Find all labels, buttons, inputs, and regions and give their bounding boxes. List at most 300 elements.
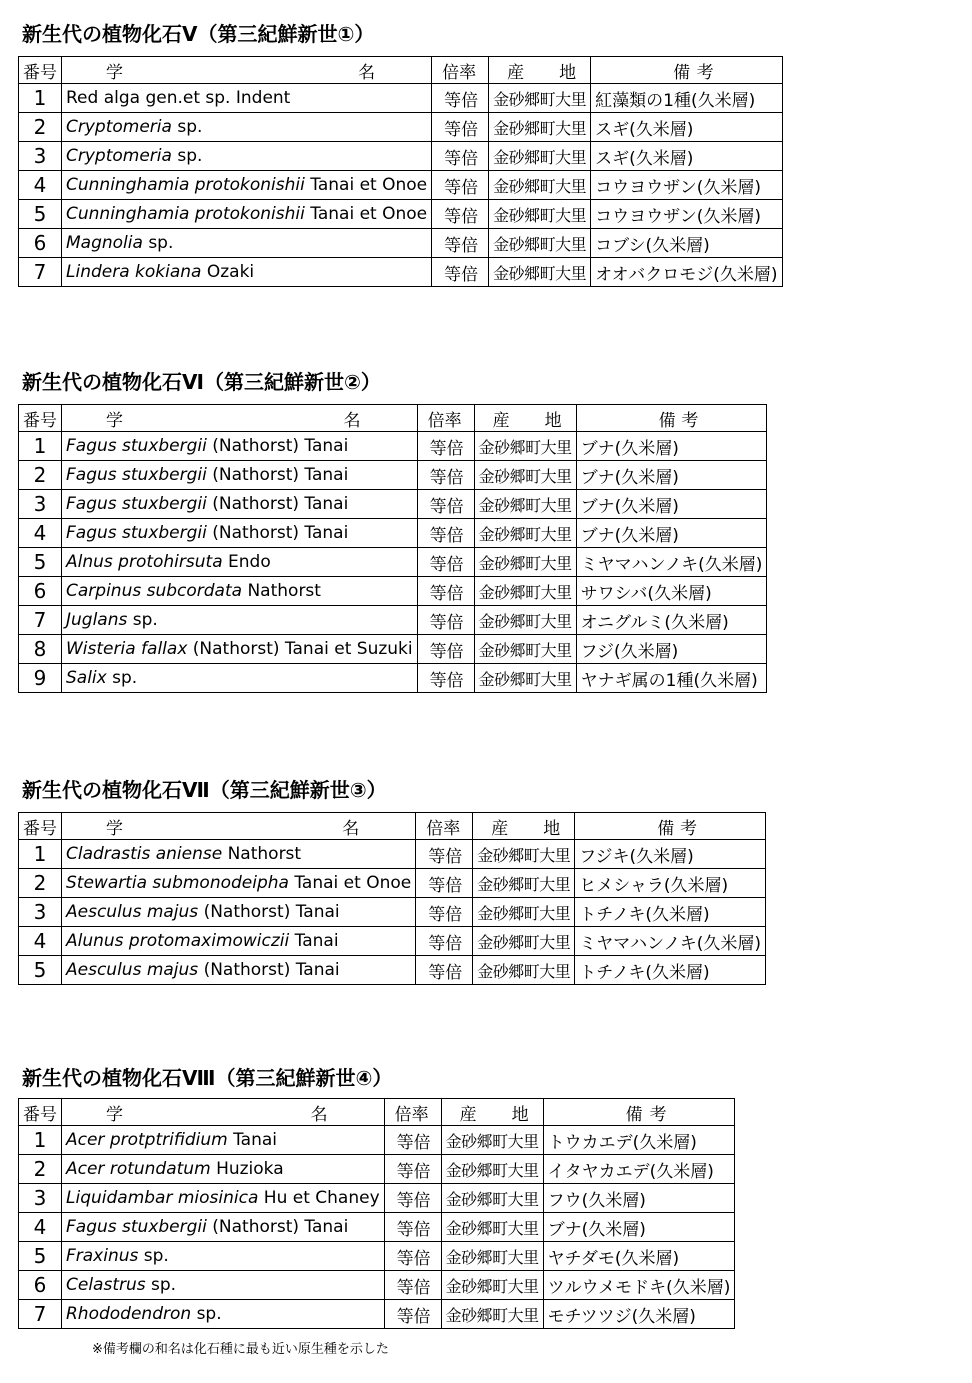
- header-mag-wrap: [422, 406, 470, 431]
- scientific-name: [62, 258, 432, 287]
- magnification-a: 等: [429, 612, 447, 633]
- table-row: [19, 1242, 735, 1271]
- section-title: 新生代の植物化石Ⅵ（第三紀鮮新世②）: [22, 370, 381, 394]
- magnification-b: 倍: [445, 846, 463, 867]
- scientific-name: [62, 548, 418, 577]
- magnification-b: 倍: [446, 554, 464, 575]
- magnification-a: 等: [429, 670, 447, 691]
- header-row: [19, 405, 767, 432]
- magnification: [417, 490, 474, 519]
- header-name-a: 学: [106, 410, 123, 431]
- magnification: [417, 432, 474, 461]
- locality: 金砂郷町大里: [489, 200, 591, 229]
- magnification-wrap: [422, 463, 470, 488]
- author-name: (Nathorst) Tanai: [212, 494, 349, 514]
- magnification-b: 倍: [413, 1277, 431, 1298]
- header-note-a: 備: [673, 62, 691, 83]
- magnification: [417, 606, 474, 635]
- magnification: [416, 956, 473, 985]
- table-row: [19, 171, 783, 200]
- header-name-wrap: [66, 1100, 380, 1125]
- magnification-wrap: [436, 260, 484, 285]
- remarks: サワシバ(久米層): [576, 577, 767, 606]
- magnification-b: 倍: [446, 438, 464, 459]
- locality: 金砂郷町大里: [441, 1126, 543, 1155]
- header-name-wrap: [66, 814, 411, 839]
- locality: 金砂郷町大里: [474, 432, 576, 461]
- species-name: Celastrus: [66, 1275, 146, 1295]
- magnification-wrap: [389, 1302, 437, 1327]
- header-locality: [473, 813, 575, 840]
- header-note-wrap: [581, 406, 763, 431]
- remarks: トウカエデ(久米層): [543, 1126, 735, 1155]
- author-name: Endo: [228, 552, 271, 572]
- magnification-b: 倍: [446, 467, 464, 488]
- header-name-b: 名: [358, 62, 376, 83]
- header-row: [19, 57, 783, 84]
- footnote: ※備考欄の和名は化石種に最も近い原生種を示した: [92, 1342, 389, 1357]
- row-number: 1: [19, 84, 62, 113]
- scientific-name: [62, 1242, 385, 1271]
- author-name: sp.: [132, 610, 158, 630]
- fossil-table: [18, 812, 766, 985]
- row-number: 2: [19, 113, 62, 142]
- magnification-wrap: [420, 900, 468, 925]
- remarks: コブシ(久米層): [591, 229, 782, 258]
- header-name-a: 学: [106, 1104, 123, 1125]
- fossil-table: [18, 404, 767, 693]
- magnification-wrap: [422, 521, 470, 546]
- remarks: ヤチダモ(久米層): [543, 1242, 735, 1271]
- author-name: sp.: [196, 1304, 222, 1324]
- table-row: [19, 1155, 735, 1184]
- species-name: Carpinus subcordata: [66, 581, 243, 601]
- magnification-a: 等: [428, 962, 446, 983]
- magnification-b: 倍: [446, 670, 464, 691]
- magnification-wrap: [436, 86, 484, 111]
- table-row: [19, 548, 767, 577]
- table-row: [19, 664, 767, 693]
- header-note-b: 考: [681, 410, 699, 431]
- header-loc-b: 地: [544, 410, 562, 431]
- header-magnification: [384, 1099, 441, 1126]
- scientific-name: [62, 171, 432, 200]
- magnification-b: 倍: [461, 177, 479, 198]
- locality: 金砂郷町大里: [474, 548, 576, 577]
- header-name: [62, 813, 416, 840]
- remarks: ヤナギ属の1種(久米層): [576, 664, 767, 693]
- species-name: Fagus stuxbergii: [66, 494, 207, 514]
- locality: 金砂郷町大里: [474, 577, 576, 606]
- header-mag-a: 倍: [442, 62, 460, 83]
- magnification: [417, 461, 474, 490]
- header-note-a: 備: [658, 410, 676, 431]
- author-name: Tanai et Onoe: [310, 175, 428, 195]
- species-name: Rhododendron: [66, 1304, 192, 1324]
- magnification-b: 倍: [461, 235, 479, 256]
- row-number: 4: [19, 927, 62, 956]
- magnification-b: 倍: [445, 904, 463, 925]
- table-row: [19, 519, 767, 548]
- magnification-a: 等: [428, 904, 446, 925]
- species-name: Cryptomeria: [66, 146, 172, 166]
- author-name: Tanai: [294, 931, 339, 951]
- table-row: [19, 927, 766, 956]
- magnification-wrap: [389, 1128, 437, 1153]
- scientific-name: [62, 519, 418, 548]
- magnification-wrap: [436, 115, 484, 140]
- header-note-a: 備: [625, 1104, 643, 1125]
- author-name: Hu et Chaney: [263, 1188, 380, 1208]
- species-name: Cladrastis aniense: [66, 844, 223, 864]
- row-number: 6: [19, 1271, 62, 1300]
- magnification-b: 倍: [446, 496, 464, 517]
- remarks: スギ(久米層): [591, 142, 782, 171]
- scientific-name: [62, 577, 418, 606]
- header-mag-a: 倍: [426, 818, 444, 839]
- magnification-b: 倍: [413, 1306, 431, 1327]
- header-mag-wrap: [389, 1100, 437, 1125]
- table-row: [19, 869, 766, 898]
- author-name: Nathorst: [247, 581, 321, 601]
- header-note-a: 備: [657, 818, 675, 839]
- header-remarks: [575, 813, 766, 840]
- magnification: [417, 577, 474, 606]
- header-loc-a: 産: [492, 410, 510, 431]
- magnification-wrap: [420, 929, 468, 954]
- magnification-wrap: [422, 579, 470, 604]
- magnification-wrap: [436, 231, 484, 256]
- author-name: (Nathorst) Tanai: [212, 523, 349, 543]
- locality: 金砂郷町大里: [441, 1213, 543, 1242]
- magnification: [417, 548, 474, 577]
- magnification: [432, 84, 489, 113]
- table-row: [19, 1213, 735, 1242]
- species-name: Fagus stuxbergii: [66, 465, 207, 485]
- magnification: [417, 519, 474, 548]
- header-name: [62, 57, 432, 84]
- locality: 金砂郷町大里: [473, 869, 575, 898]
- row-number: 5: [19, 1242, 62, 1271]
- magnification-wrap: [436, 173, 484, 198]
- magnification-a: 等: [428, 846, 446, 867]
- header-loc-wrap: [479, 406, 572, 431]
- author-name: Nathorst: [227, 844, 302, 864]
- locality: 金砂郷町大里: [474, 606, 576, 635]
- header-name: [62, 1099, 385, 1126]
- remarks: フウ(久米層): [543, 1184, 735, 1213]
- section-title: 新生代の植物化石Ⅴ（第三紀鮮新世①）: [22, 22, 375, 46]
- locality: 金砂郷町大里: [474, 635, 576, 664]
- header-locality: [441, 1099, 543, 1126]
- table-row: [19, 258, 783, 287]
- author-name: sp.: [177, 146, 203, 166]
- remarks: フジキ(久米層): [575, 840, 766, 869]
- header-locality: [489, 57, 591, 84]
- magnification-wrap: [389, 1273, 437, 1298]
- magnification-b: 倍: [413, 1248, 431, 1269]
- species-name: Cunninghamia protokonishii: [66, 175, 305, 195]
- magnification-a: 等: [396, 1277, 414, 1298]
- locality: 金砂郷町大里: [489, 258, 591, 287]
- magnification-b: 倍: [461, 264, 479, 285]
- magnification: [432, 142, 489, 171]
- header-name-b: 名: [342, 818, 360, 839]
- remarks: スギ(久米層): [591, 113, 782, 142]
- scientific-name: [62, 142, 432, 171]
- table-row: [19, 1271, 735, 1300]
- header-remarks: [591, 57, 782, 84]
- header-name-b: 名: [343, 410, 361, 431]
- magnification-a: 等: [444, 148, 462, 169]
- header-locality: [474, 405, 576, 432]
- row-number: 1: [19, 1126, 62, 1155]
- header-num: 番号: [19, 405, 62, 432]
- scientific-name: [62, 113, 432, 142]
- species-name: Lindera kokiana: [66, 262, 202, 282]
- header-mag-b: 率: [444, 410, 462, 431]
- header-note-b: 考: [696, 62, 714, 83]
- row-number: 5: [19, 956, 62, 985]
- magnification: [432, 229, 489, 258]
- magnification-b: 倍: [445, 962, 463, 983]
- magnification-wrap: [389, 1157, 437, 1182]
- row-number: 4: [19, 519, 62, 548]
- scientific-name: [62, 664, 418, 693]
- header-note-wrap: [579, 814, 761, 839]
- author-name: sp.: [112, 668, 138, 688]
- header-num: 番号: [19, 57, 62, 84]
- header-name-b: 名: [310, 1104, 328, 1125]
- magnification-b: 倍: [461, 148, 479, 169]
- scientific-name: [62, 1300, 385, 1329]
- table-row: [19, 577, 767, 606]
- remarks: ブナ(久米層): [576, 490, 767, 519]
- author-name: (Nathorst) Tanai: [203, 960, 340, 980]
- table-row: [19, 606, 767, 635]
- scientific-name: [62, 635, 418, 664]
- table-row: [19, 84, 783, 113]
- magnification: [432, 258, 489, 287]
- header-magnification: [416, 813, 473, 840]
- header-num: 番号: [19, 1099, 62, 1126]
- magnification: [384, 1300, 441, 1329]
- author-name: (Nathorst) Tanai: [212, 436, 349, 456]
- magnification-wrap: [389, 1215, 437, 1240]
- header-row: [19, 813, 766, 840]
- header-name-wrap: [66, 406, 413, 431]
- locality: 金砂郷町大里: [441, 1300, 543, 1329]
- magnification-a: 等: [396, 1219, 414, 1240]
- header-mag-a: 倍: [394, 1104, 412, 1125]
- fossil-table: [18, 56, 783, 287]
- scientific-name: [62, 869, 416, 898]
- table-row: [19, 1300, 735, 1329]
- remarks: トチノキ(久米層): [575, 898, 766, 927]
- row-number: 9: [19, 664, 62, 693]
- scientific-name: [62, 956, 416, 985]
- magnification-wrap: [422, 492, 470, 517]
- scientific-name: [62, 432, 418, 461]
- magnification-wrap: [422, 608, 470, 633]
- remarks: フジ(久米層): [576, 635, 767, 664]
- magnification-b: 倍: [413, 1132, 431, 1153]
- header-mag-b: 率: [459, 62, 477, 83]
- header-name-a: 学: [106, 818, 123, 839]
- species-name: Red alga gen.et sp. Indent: [66, 88, 291, 108]
- row-number: 5: [19, 200, 62, 229]
- header-mag-a: 倍: [427, 410, 445, 431]
- scientific-name: [62, 1213, 385, 1242]
- locality: 金砂郷町大里: [473, 956, 575, 985]
- author-name: Tanai: [233, 1130, 277, 1150]
- scientific-name: [62, 1126, 385, 1155]
- header-name-wrap: [66, 58, 427, 83]
- remarks: ブナ(久米層): [576, 461, 767, 490]
- magnification: [384, 1155, 441, 1184]
- species-name: Aesculus majus: [66, 960, 199, 980]
- species-name: Fagus stuxbergii: [66, 1217, 207, 1237]
- magnification-wrap: [436, 144, 484, 169]
- magnification-a: 等: [444, 206, 462, 227]
- author-name: Ozaki: [206, 262, 255, 282]
- header-loc-b: 地: [543, 818, 561, 839]
- row-number: 7: [19, 258, 62, 287]
- magnification-a: 等: [444, 264, 462, 285]
- section-title: 新生代の植物化石Ⅷ（第三紀鮮新世④）: [22, 1066, 393, 1090]
- magnification: [384, 1271, 441, 1300]
- row-number: 6: [19, 229, 62, 258]
- table-row: [19, 229, 783, 258]
- magnification-a: 等: [428, 875, 446, 896]
- locality: 金砂郷町大里: [474, 664, 576, 693]
- table-row: [19, 1184, 735, 1213]
- magnification-wrap: [420, 958, 468, 983]
- header-mag-wrap: [436, 58, 484, 83]
- remarks: モチツツジ(久米層): [543, 1300, 735, 1329]
- header-mag-b: 率: [411, 1104, 429, 1125]
- magnification-a: 等: [429, 438, 447, 459]
- magnification-b: 倍: [446, 525, 464, 546]
- locality: 金砂郷町大里: [474, 519, 576, 548]
- locality: 金砂郷町大里: [489, 113, 591, 142]
- magnification-b: 倍: [413, 1190, 431, 1211]
- scientific-name: [62, 840, 416, 869]
- fossil-table: [18, 1098, 735, 1329]
- magnification-a: 等: [429, 525, 447, 546]
- table-row: [19, 956, 766, 985]
- author-name: (Nathorst) Tanai: [212, 465, 349, 485]
- header-loc-b: 地: [559, 62, 577, 83]
- magnification-wrap: [436, 202, 484, 227]
- header-mag-b: 率: [443, 818, 461, 839]
- table-row: [19, 898, 766, 927]
- remarks: ヒメシャラ(久米層): [575, 869, 766, 898]
- remarks: オニグルミ(久米層): [576, 606, 767, 635]
- row-number: 6: [19, 577, 62, 606]
- magnification-a: 等: [429, 641, 447, 662]
- section-title: 新生代の植物化石Ⅶ（第三紀鮮新世③）: [22, 778, 387, 802]
- author-name: Tanai et Onoe: [294, 873, 412, 893]
- table-row: [19, 432, 767, 461]
- locality: 金砂郷町大里: [473, 840, 575, 869]
- locality: 金砂郷町大里: [474, 461, 576, 490]
- magnification: [416, 869, 473, 898]
- scientific-name: [62, 927, 416, 956]
- header-name-a: 学: [106, 62, 123, 83]
- locality: 金砂郷町大里: [473, 898, 575, 927]
- scientific-name: [62, 1184, 385, 1213]
- row-number: 5: [19, 548, 62, 577]
- author-name: sp.: [151, 1275, 177, 1295]
- header-remarks: [576, 405, 767, 432]
- magnification-wrap: [389, 1186, 437, 1211]
- locality: 金砂郷町大里: [441, 1155, 543, 1184]
- magnification-wrap: [420, 842, 468, 867]
- scientific-name: [62, 606, 418, 635]
- species-name: Cryptomeria: [66, 117, 172, 137]
- magnification-b: 倍: [445, 933, 463, 954]
- author-name: Tanai et Onoe: [310, 204, 428, 224]
- row-number: 7: [19, 606, 62, 635]
- magnification: [416, 898, 473, 927]
- header-num: 番号: [19, 813, 62, 840]
- magnification-b: 倍: [446, 583, 464, 604]
- header-loc-a: 産: [507, 62, 525, 83]
- scientific-name: [62, 229, 432, 258]
- magnification-a: 等: [396, 1132, 414, 1153]
- header-loc-b: 地: [511, 1104, 529, 1125]
- species-name: Salix: [66, 668, 107, 688]
- species-name: Fraxinus: [66, 1246, 139, 1266]
- row-number: 2: [19, 1155, 62, 1184]
- locality: 金砂郷町大里: [441, 1242, 543, 1271]
- magnification-a: 等: [396, 1190, 414, 1211]
- remarks: コウヨウザン(久米層): [591, 200, 782, 229]
- magnification-b: 倍: [461, 206, 479, 227]
- magnification-b: 倍: [445, 875, 463, 896]
- locality: 金砂郷町大里: [441, 1184, 543, 1213]
- magnification-b: 倍: [446, 641, 464, 662]
- species-name: Fagus stuxbergii: [66, 523, 207, 543]
- header-remarks: [543, 1099, 735, 1126]
- header-magnification: [432, 57, 489, 84]
- row-number: 3: [19, 142, 62, 171]
- magnification-a: 等: [429, 583, 447, 604]
- magnification-a: 等: [444, 235, 462, 256]
- magnification-a: 等: [444, 90, 462, 111]
- magnification-b: 倍: [413, 1219, 431, 1240]
- header-loc-a: 産: [459, 1104, 477, 1125]
- magnification-wrap: [422, 550, 470, 575]
- magnification-a: 等: [429, 467, 447, 488]
- locality: 金砂郷町大里: [441, 1271, 543, 1300]
- remarks: ツルウメモドキ(久米層): [543, 1271, 735, 1300]
- header-note-wrap: [595, 58, 777, 83]
- author-name: (Nathorst) Tanai: [203, 902, 340, 922]
- magnification-a: 等: [428, 933, 446, 954]
- header-magnification: [417, 405, 474, 432]
- magnification-a: 等: [396, 1161, 414, 1182]
- magnification: [384, 1184, 441, 1213]
- magnification-wrap: [422, 666, 470, 691]
- magnification-wrap: [422, 637, 470, 662]
- magnification: [416, 927, 473, 956]
- scientific-name: [62, 1271, 385, 1300]
- species-name: Aesculus majus: [66, 902, 199, 922]
- magnification-b: 倍: [413, 1161, 431, 1182]
- row-number: 4: [19, 1213, 62, 1242]
